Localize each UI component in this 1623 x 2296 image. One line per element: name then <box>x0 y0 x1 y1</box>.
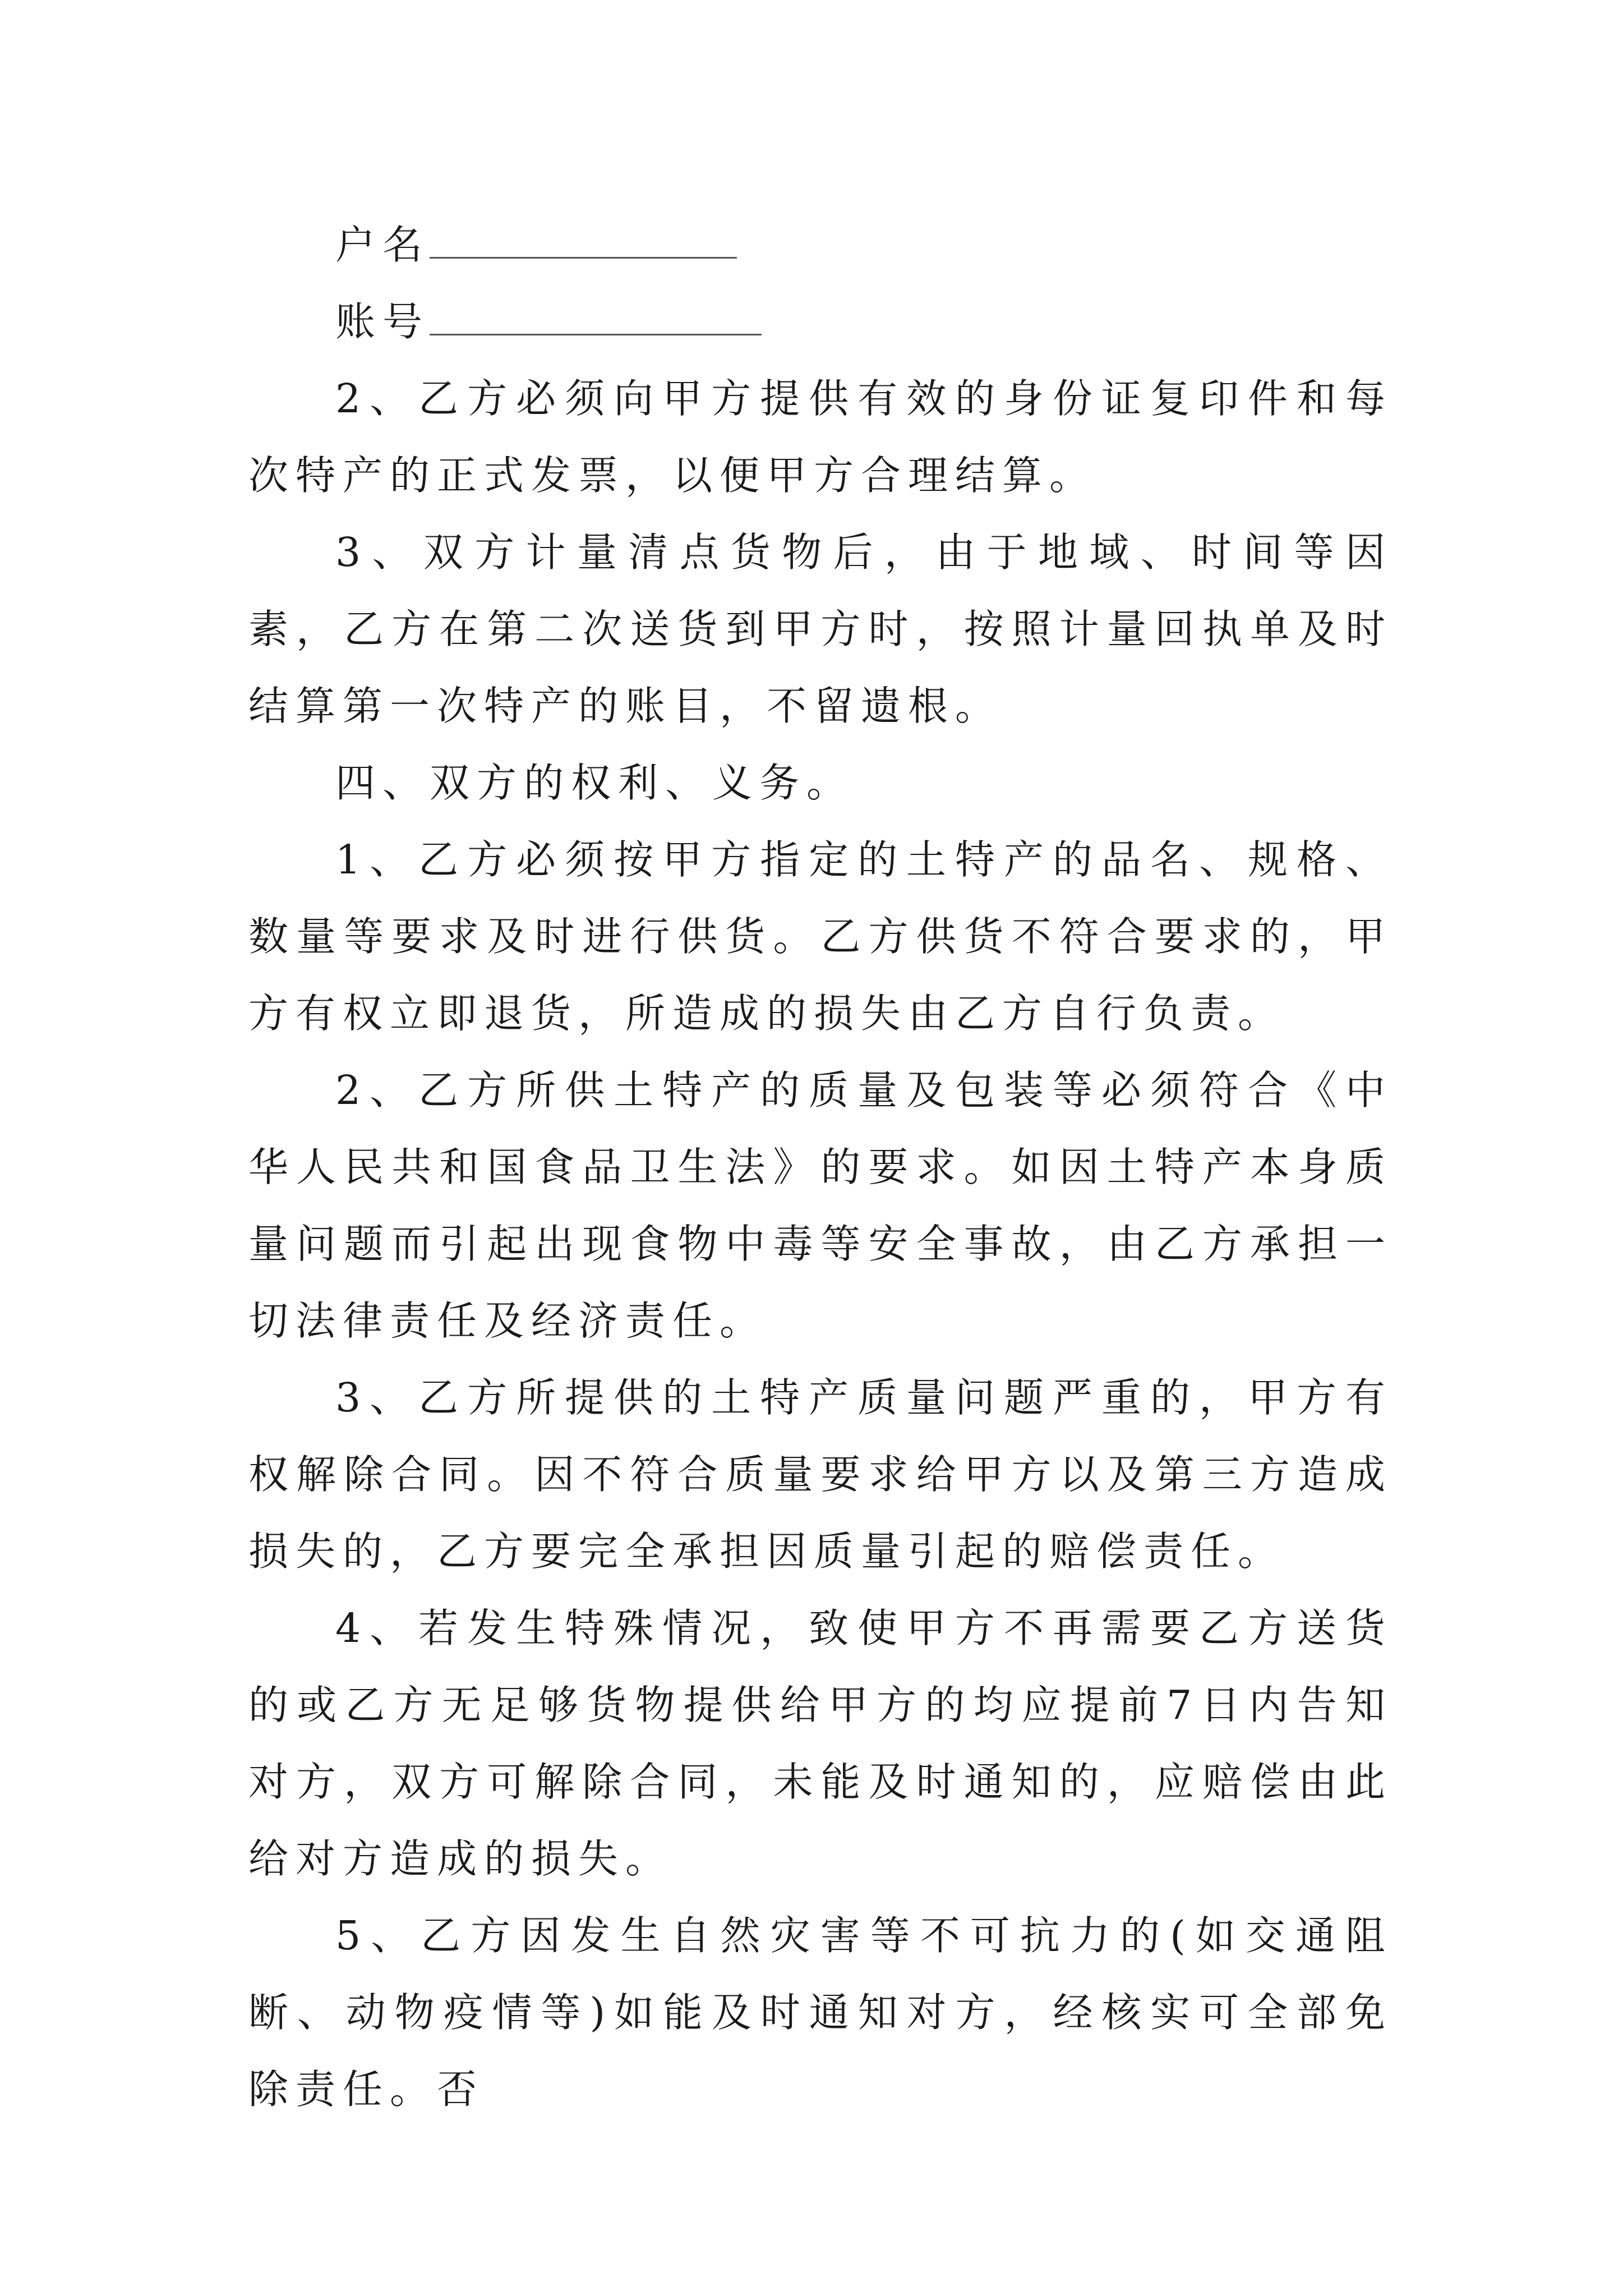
section-4-heading: 四、双方的权利、义务。 <box>335 760 854 806</box>
account-number-blank <box>430 300 762 335</box>
clause-4-5-force-majeure: 5、乙方因发生自然灾害等不可抗力的(如交通阻断、动物疫情等)如能及时通知对方，经核实可全部免除责任。否 <box>248 1912 1393 2113</box>
account-name-field <box>248 206 1393 283</box>
clause-4-4-termination-notice: 4、若发生特殊情况，致使甲方不再需要乙方送货的或乙方无足够货物提供给甲方的均应提前7日内告知对方，双方可解除合同，未能及时通知的，应赔偿由此给对方造成的损失。 <box>248 1605 1393 1882</box>
clause-4-1-supply-requirements: 1、乙方必须按甲方指定的土特产的品名、规格、数量等要求及时进行供货。乙方供货不符合要求的，甲方有权立即退货，所造成的损失由乙方自行负责。 <box>248 836 1393 1037</box>
clause-4-3-quality-issues: 3、乙方所提供的土特产质量问题严重的，甲方有权解除合同。因不符合质量要求给甲方以及第三方造成损失的，乙方要完全承担因质量引起的赔偿责任。 <box>248 1374 1393 1575</box>
clause-3-3-settlement-timing: 3、双方计量清点货物后，由于地域、时间等因素，乙方在第二次送货到甲方时，按照计量回执单及时结算第一次特产的账目，不留遗根。 <box>248 529 1393 729</box>
account-name-blank <box>430 223 737 259</box>
account-number-label: 账号 <box>335 298 430 345</box>
contract-body <box>248 206 1393 2128</box>
clause-3-2-settlement-documents: 2、乙方必须向甲方提供有效的身份证复印件和每次特产的正式发票，以便甲方合理结算。 <box>248 375 1393 499</box>
clause-4-2-quality-packaging: 2、乙方所供土特产的质量及包装等必须符合《中华人民共和国食品卫生法》的要求。如因土特产本身质量问题而引起出现食物中毒等安全事故，由乙方承担一切法律责任及经济责任。 <box>248 1067 1393 1344</box>
account-name-label: 户名 <box>335 222 430 268</box>
account-number-field <box>248 283 1393 360</box>
